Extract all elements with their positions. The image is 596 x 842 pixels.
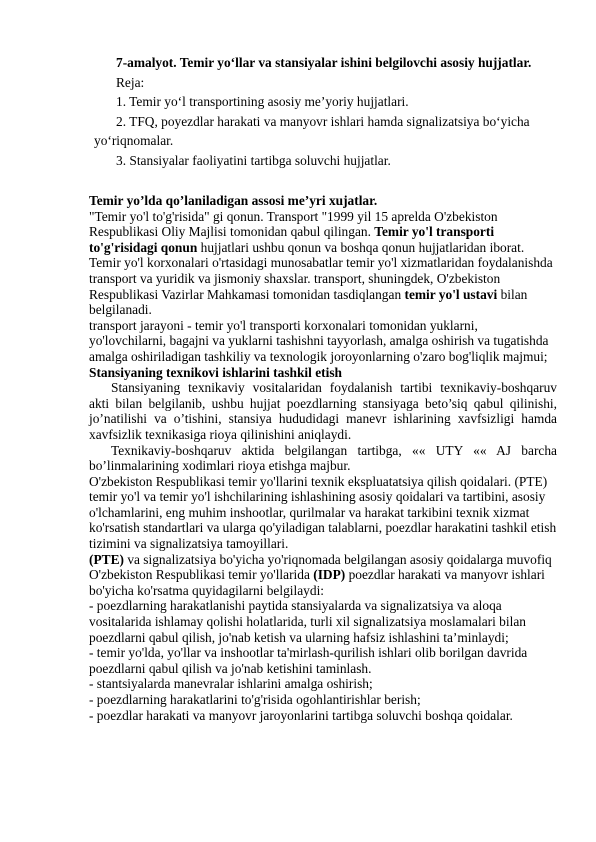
- paragraph-pte-rules: O'zbekiston Respublikasi temir yo'llarini texnik ekspluatatsiya qilish qoidalari. (PTE) temir yo'l va temir yo'l ishchilarining ishlashining asosiy qoidalari va tartibini, asosiy o'lchamlarini, eng muhim inshootlar, qurilmalar va harakat tarkibini texnik xizmat ko'rsatish standartlari va ularga qo'yiladigan talablarni, poezdlar harakatini tashkil etish tizimini va signalizatsiya tamoyillari.: [89, 473, 557, 552]
- list-item: - stantsiyalarda manevralar ishlarini amalga oshirish;: [89, 676, 373, 692]
- list-item: - poezdlar harakati va manyovr jaroyonlarini tartibga soluvchi boshqa qoidalar.: [89, 707, 513, 723]
- plan-item-2-line-2: yo‘riqnomalar.: [94, 133, 174, 149]
- list-item: - poezdlarning harakatlanishi paytida stansiyalarda va signalizatsiya va aloqa vositalarida ishlamay qolishi holatlarida, turli xil signalizatsiya moslamalari bilan poezdlarni qabul qilish, jo'nab ketish va ularning hafsiz ishlashini ta’minlaydi;: [89, 598, 526, 645]
- paragraph-idp-instruction: (PTE) va signalizatsiya bo'yicha yo'riqnomada belgilangan asosiy qoidalarga muvofiq O'zbekiston Respublikasi temir yo'llarida (IDP) poezdlar harakati va manyovr ishlari bo'yicha ko'rsatma quyidagilarni belgilaydi:: [89, 551, 552, 598]
- paragraph-technical-act: Stansiyaning texnikaviy vositalaridan foydalanish tartibi texnikaviy-boshqaruv akti bilan belgilanib, ushbu hujjat poezdlarning stansiyaga beto’siq qabul qilinishi, jo’natilishi va o’tishini, stansiya hududidagi manevr ishlarining xavfsizligi hamda xavfsizlik texnikasiga rioya qilinishini aniqlaydi.: [89, 380, 557, 442]
- plan-item-1: 1. Temir yo‘l transportining asosiy me’yoriy hujjatlari.: [116, 94, 409, 110]
- list-item: - temir yo'lda, yo'llar va inshootlar ta'mirlash-qurilish ishlari olib borilgan davrida poezdlarni qabul qilish va jo'nab ketishini taminlash.: [89, 645, 528, 676]
- lesson-title: 7-amalyot. Temir yo‘llar va stansiyalar ishini belgilovchi asosiy hujjatlar.: [116, 55, 532, 70]
- plan-item-3: 3. Stansiyalar faoliyatini tartibga soluvchi hujjatlar.: [116, 152, 391, 168]
- paragraph-transport-process: transport jarayoni - temir yo'l transporti korxonalari tomonidan yuklarni, yo'lovchilarni, bagajni va yuklarni tashishni tayyorlash, amalga oshirish va tugatishda amalga oshiriladigan tashkiliy va texnologik joroyonlarning o'zaro bog'liqlik majmui;: [89, 317, 549, 364]
- section-heading-technical: Stansiyaning texnikovi ishlarini tashkil etish: [89, 364, 343, 380]
- plan-item-2-line-1: 2. TFQ, poyezdlar harakati va manyovr ishlari hamda signalizatsiya bo‘yicha: [116, 113, 530, 129]
- list-item: - poezdlarning harakatlarini to'g'risida ogohlantirishlar berish;: [89, 692, 421, 707]
- paragraph-railway-law: "Temir yo'l to'g'risida" gi qonun. Transport "1999 yil 15 aprelda O'zbekiston Respublikasi Oliy Majlisi tomonidan qabul qilingan. Temir yo'l transporti to'g'risidagi qonun hujjatlari ushbu qonun va boshqa qonun hujjatlaridan iborat. Temir yo'l korxonalari o'rtasidagi munosabatlar temir yo'l xizmatlaridan foydalanishda transport va yuridik va jismoniy shaxslar. transport, shuningdek, O'zbekiston Respublikasi Vazirlar Mahkamasi tomonidan tasdiqlangan temir yo'l ustavi bilan belgilanadi.: [89, 208, 553, 318]
- paragraph-act-compliance: Texnikaviy-boshqaruv aktida belgilangan tartibga, «« UTY «« AJ barcha bo’linmalarining xodimlari rioya etishga majbur.: [89, 442, 557, 474]
- section-heading-normative: Temir yo’lda qo’laniladigan assosi me’yri xujatlar.: [89, 193, 378, 208]
- document-body: [89, 193, 557, 723]
- lesson-header: [94, 53, 554, 171]
- plan-label: Reja:: [116, 74, 145, 90]
